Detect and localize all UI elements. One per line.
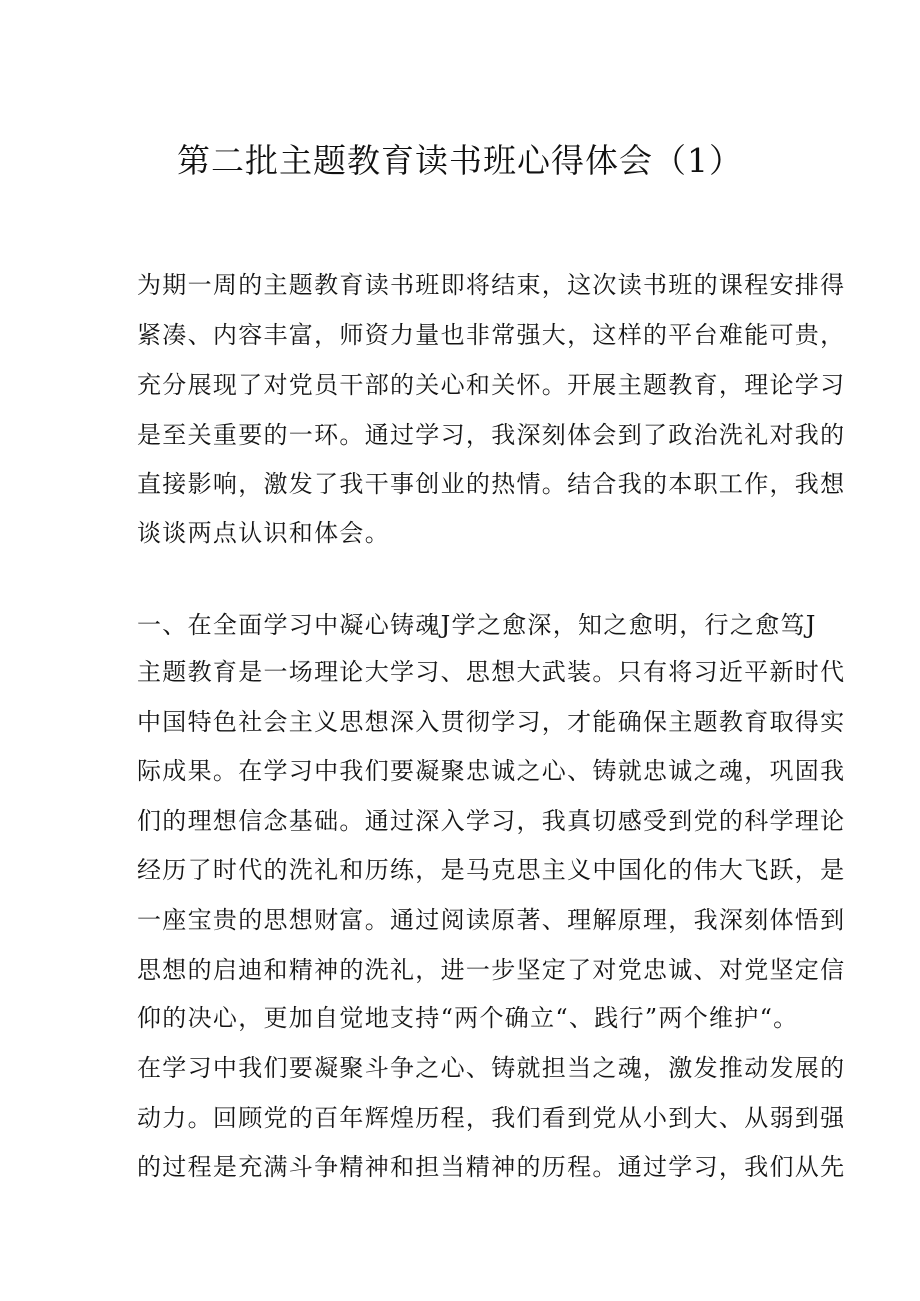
body-line-11: 的过程是充满斗争精神和担当精神的历程。通过学习，我们从先: [137, 1153, 846, 1181]
intro-line-6: 谈谈两点认识和体会。: [137, 519, 390, 547]
section-heading: 一、在全面学习中凝心铸魂J学之愈深，知之愈明，行之愈笃J: [137, 611, 817, 639]
body-line-2: 中国特色社会主义思想深入贯彻学习，才能确保主题教育取得实: [137, 708, 846, 736]
intro-line-4: 是至关重要的一环。通过学习，我深刻体会到了政治洗礼对我的: [137, 421, 846, 449]
body-line-5: 经历了时代的洗礼和历练，是马克思主义中国化的伟大飞跃，是: [137, 856, 846, 884]
intro-line-1: 为期一周的主题教育读书班即将结束，这次读书班的课程安排得: [137, 271, 846, 299]
body-line-10: 动力。回顾党的百年辉煌历程，我们看到党从小到大、从弱到强: [137, 1104, 846, 1132]
body-line-4: 们的理想信念基础。通过深入学习，我真切感受到党的科学理论: [137, 807, 846, 835]
body-line-1: 主题教育是一场理论大学习、思想大武装。只有将习近平新时代: [137, 658, 846, 686]
body-line-6: 一座宝贵的思想财富。通过阅读原著、理解原理，我深刻体悟到: [137, 906, 846, 934]
intro-line-3: 充分展现了对党员干部的关心和关怀。开展主题教育，理论学习: [137, 371, 846, 399]
document-title: 第二批主题教育读书班心得体会（1）: [177, 141, 743, 180]
intro-line-2: 紧凑、内容丰富，师资力量也非常强大，这样的平台难能可贵，: [137, 321, 846, 349]
intro-line-5: 直接影响，激发了我干事创业的热情。结合我的本职工作，我想: [137, 470, 846, 498]
body-line-9: 在学习中我们要凝聚斗争之心、铸就担当之魂，激发推动发展的: [137, 1054, 846, 1082]
body-line-7: 思想的启迪和精神的洗礼，进一步坚定了对党忠诚、对党坚定信: [137, 956, 846, 984]
body-line-3: 际成果。在学习中我们要凝聚忠诚之心、铸就忠诚之魂，巩固我: [137, 757, 846, 785]
body-line-8: 仰的决心，更加自觉地支持“两个确立“、践行”两个维护“。: [137, 1004, 799, 1032]
